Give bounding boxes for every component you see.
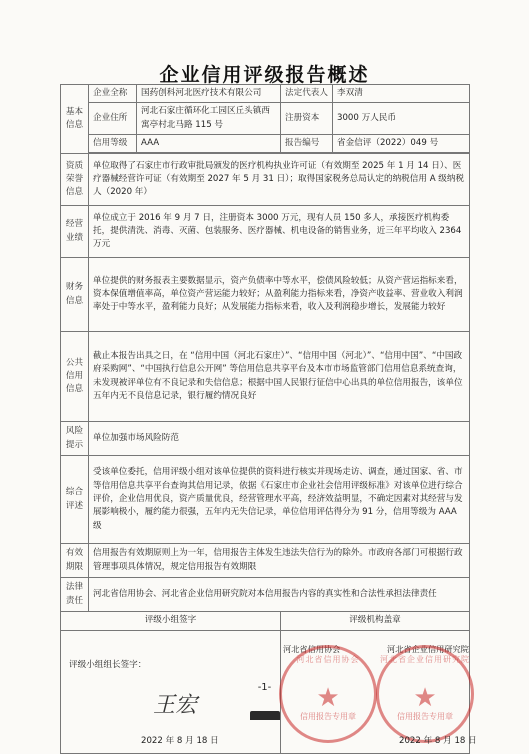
company-name: 国药创科河北医疗技术有限公司 xyxy=(137,85,281,103)
star-icon: ★ xyxy=(316,682,340,713)
section-risk: 风险提示 xyxy=(61,422,89,456)
page-indicator-bar xyxy=(250,711,280,720)
business-text: 单位成立于 2016 年 9 月 7 日，注册资本 3000 万元，现有人员 150 多人，承接医疗机构委托，提供清洗、消毒、灭菌、包装服务、医疗器械、机电设备的销售业务，近三年平均收入 2364 万元 xyxy=(89,206,470,258)
validity-text: 信用报告有效期原则上为一年，信用报告主体发生违法失信行为的除外。市政府各部门可根据行政管理事项具体情况，规定信用报告有效期限 xyxy=(89,544,470,578)
section-summary: 综合评述 xyxy=(61,456,89,544)
page-number: -1- xyxy=(257,682,272,693)
org-name-1: 河北省信用协会 xyxy=(283,643,341,654)
company-address: 河北石家庄循环化工园区丘头镇西寓亭村北马路 115 号 xyxy=(137,103,281,135)
risk-text: 单位加强市场风险防范 xyxy=(89,422,470,456)
finance-text: 单位提供的财务报表主要数据显示，资产负债率中等水平，偿债风险较低；从资产营运指标来看，资本保值增值率高，单位资产营运能力较好；从盈利能力指标来看，净资产收益率、营业收入利润率处于中等水平，盈利能力良好；从发展能力指标来看，收入及利润稳步增长，发展能力较好 xyxy=(89,258,470,332)
section-basic-info: 基本信息 xyxy=(61,85,89,154)
section-validity: 有效期限 xyxy=(61,544,89,578)
grade-label: 信用等级 xyxy=(89,134,137,152)
agency-seal-header: 评级机构盖章 xyxy=(281,612,470,630)
credit-report-table xyxy=(60,84,477,754)
seal-date: 2022 年 8 月 18 日 xyxy=(399,735,477,746)
org-name-2: 河北省企业信用研究院 xyxy=(387,643,469,654)
sign-date: 2022 年 8 月 18 日 xyxy=(141,735,219,746)
seal-bottom-text-1: 信用报告专用章 xyxy=(300,712,356,722)
liability-text: 河北省信用协会、河北省企业信用研究院对本信用报告内容的真实性和合法性承担法律责任 xyxy=(89,578,470,612)
report-number: 省金信评（2022）049 号 xyxy=(333,134,470,152)
credit-association-seal xyxy=(279,645,377,743)
company-label: 企业全称 xyxy=(89,85,137,103)
address-label: 企业住所 xyxy=(89,103,137,135)
section-finance: 财务信息 xyxy=(61,258,89,332)
seal-bottom-text-2: 信用报告专用章 xyxy=(397,712,453,722)
legal-rep: 李双清 xyxy=(333,85,470,103)
seal-ring-text-1: 河北省信用协会 xyxy=(296,654,360,664)
section-liability: 法律责任 xyxy=(61,578,89,612)
signing-group-header: 评级小组签字 xyxy=(61,612,281,630)
page-title: 企业信用评级报告概述 xyxy=(159,64,370,86)
report-no-label: 报告编号 xyxy=(281,134,333,152)
seal-ring-text-2: 河北省企业信用研究院 xyxy=(380,654,470,664)
leader-sign-label: 评级小组组长签字： xyxy=(69,659,147,670)
credit-institute-seal xyxy=(376,645,474,743)
summary-text: 受该单位委托，信用评级小组对该单位提供的资料进行核实并现场走访、调查，通过国家、省、市等信用信息共享平台查询其信用记录，依据《石家庄市企业社会信用评级标准》对该单位进行综合评价，企业信用优良，资产质量优良，经营管理水平高，经济效益明显，不确定因素对其经营与发展影响极小，履约能力很强，五年内无失信记录，单位信用评估得分为 91 分，信用等级为 AAA 级 xyxy=(89,456,470,544)
capital-label: 注册资本 xyxy=(281,103,333,135)
section-public-credit: 公共信用信息 xyxy=(61,332,89,422)
legal-rep-label: 法定代表人 xyxy=(281,85,333,103)
credit-grade: AAA xyxy=(137,134,281,152)
section-qualification: 资质荣誉信息 xyxy=(61,154,89,206)
registered-capital: 3000 万人民币 xyxy=(333,103,470,135)
qualification-text: 单位取得了石家庄市行政审批局颁发的医疗机构执业许可证（有效期至 2025 年 1 月 14 日）、医疗器械经营许可证（有效期至 2027 年 5 月 31 日）；取得国家税务总局认定的纳税信用 A 级纳税人（2020 年） xyxy=(89,154,470,206)
star-icon: ★ xyxy=(413,682,437,713)
section-business: 经营业绩 xyxy=(61,206,89,258)
leader-signature: 王宏 xyxy=(153,692,198,718)
public-credit-text: 截止本报告出具之日，在 “信用中国（河北石家庄）”、“信用中国（河北）”、“信用中国”、“中国政府采购网”、“中国执行信息公开网” 等信用信息共享平台及本市市场监管部门信用信息系统查询，未发现被评单位有不良记录和失信信息；根据中国人民银行征信中心出具的单位信用报告，该单位五年内无不良信息记录，银行履约情况良好 xyxy=(89,332,470,422)
